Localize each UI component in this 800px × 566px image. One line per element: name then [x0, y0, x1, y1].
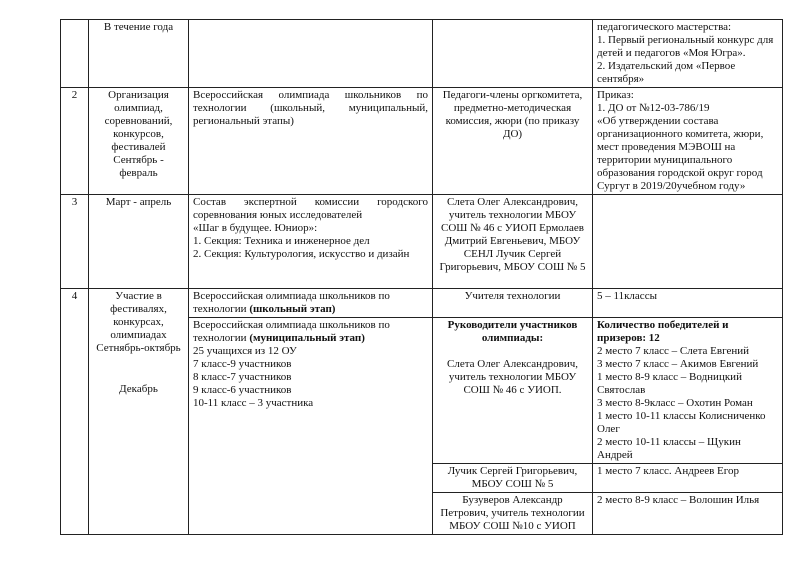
period-cell: Организация олимпиад, соревнований, конкурсов, фестивалей Сентябрь - февраль	[89, 88, 189, 195]
result-cell: 1 место 7 класс. Андреев Егор	[593, 464, 783, 493]
result-line: 3 место 8-9класс – Охотин Роман	[597, 397, 753, 409]
result-cell: 2 место 8-9 класс – Волошин Илья	[593, 493, 783, 535]
result-line: «Об утверждении состава организационного комитета, жюри, мест проведения МЭВОШ на территории муниципального образования городской округ город Сургут в 2019/20учебном году»	[597, 115, 764, 192]
participants-cell: Слета Олег Александрович, учитель технологии МБОУ СОШ № 46 с УИОП Ермолаев Дмитрий Евгеньевич, МБОУ СЕНЛ Лучик Сергей Григорьевич, МБОУ СОШ № 5	[433, 195, 593, 289]
period-cell: В течение года	[89, 20, 189, 88]
result-cell: 5 – 11классы	[593, 289, 783, 318]
event-cell: Всероссийская олимпиада школьников по технологии (школьный, муниципальный, региональный этапы)	[189, 88, 433, 195]
participants-cell: Учителя технологии	[433, 289, 593, 318]
event-line: 8 класс-7 участников	[193, 371, 292, 383]
result-line: Приказ:	[597, 89, 634, 101]
event-cell	[189, 195, 433, 289]
period-cell	[89, 289, 189, 535]
row-number: 3	[61, 195, 89, 289]
event-cell	[189, 318, 433, 535]
result-line: 1 место 10-11 классы Колисниченко Олег	[597, 410, 766, 435]
result-line: педагогического мастерства:	[597, 21, 732, 33]
result-line: 1 место 8-9 класс – Водницкий Святослав	[597, 371, 742, 396]
participants-cell: Педагоги-члены оргкомитета, предметно-методическая комиссия, жюри (по приказу ДО)	[433, 88, 593, 195]
participants-cell: Бузуверов Александр Петрович, учитель технологии МБОУ СОШ №10 с УИОП	[433, 493, 593, 535]
period-text-2: Декабрь	[119, 383, 158, 395]
result-line: 3 место 7 класс – Акимов Евгений	[597, 358, 759, 370]
result-line: 1. ДО от №12-03-786/19	[597, 102, 710, 114]
table-row	[61, 289, 783, 318]
row-number: 2	[61, 88, 89, 195]
period-cell: Март - апрель	[89, 195, 189, 289]
participants-cell	[433, 318, 593, 464]
result-line: 1. Первый региональный конкурс для детей и педагогов «Моя Югра».	[597, 34, 774, 59]
period-text: Участие в фестивалях, конкурсах, олимпиадах Сетнябрь-октябрь	[96, 290, 181, 354]
event-line: 2. Секция: Культурология, искусство и дизайн	[193, 248, 410, 260]
event-line: 9 класс-6 участников	[193, 384, 292, 396]
table-row	[61, 88, 783, 195]
event-stage: (муниципальный этап)	[249, 332, 365, 344]
result-line: 2 место 10-11 классы – Щукин Андрей	[597, 436, 741, 461]
event-line: 1. Секция: Техника и инженерное дел	[193, 235, 370, 247]
row-number	[61, 20, 89, 88]
event-line: 7 класс-9 участников	[193, 358, 292, 370]
participants-heading: Руководители участников олимпиады:	[447, 319, 578, 344]
result-line: 2 место 7 класс – Слета Евгений	[597, 345, 749, 357]
result-cell	[593, 88, 783, 195]
participants-cell	[433, 20, 593, 88]
result-cell	[593, 20, 783, 88]
events-table	[60, 19, 783, 535]
event-line: 10-11 класс – 3 участника	[193, 397, 314, 409]
table-row	[61, 20, 783, 88]
participants-cell: Лучик Сергей Григорьевич, МБОУ СОШ № 5	[433, 464, 593, 493]
row-number: 4	[61, 289, 89, 535]
participants-text: Слета Олег Александрович, учитель технологии МБОУ СОШ № 46 с УИОП.	[447, 358, 578, 396]
event-cell	[189, 20, 433, 88]
event-cell	[189, 289, 433, 318]
event-text: Всероссийская олимпиада школьников по технологии	[193, 319, 390, 344]
event-line: Состав экспертной комиссии городского соревнования юных исследователей	[193, 196, 428, 221]
result-cell	[593, 195, 783, 289]
event-stage: (школьный этап)	[249, 303, 336, 315]
result-cell	[593, 318, 783, 464]
result-heading: Количество победителей и призеров: 12	[597, 319, 729, 344]
table-row	[61, 195, 783, 289]
event-line: 25 учащихся из 12 ОУ	[193, 345, 297, 357]
event-text: Всероссийская олимпиада школьников по технологии	[193, 290, 390, 315]
event-line: «Шаг в будущее. Юниор»:	[193, 222, 318, 234]
result-line: 2. Издательский дом «Первое сентября»	[597, 60, 736, 85]
